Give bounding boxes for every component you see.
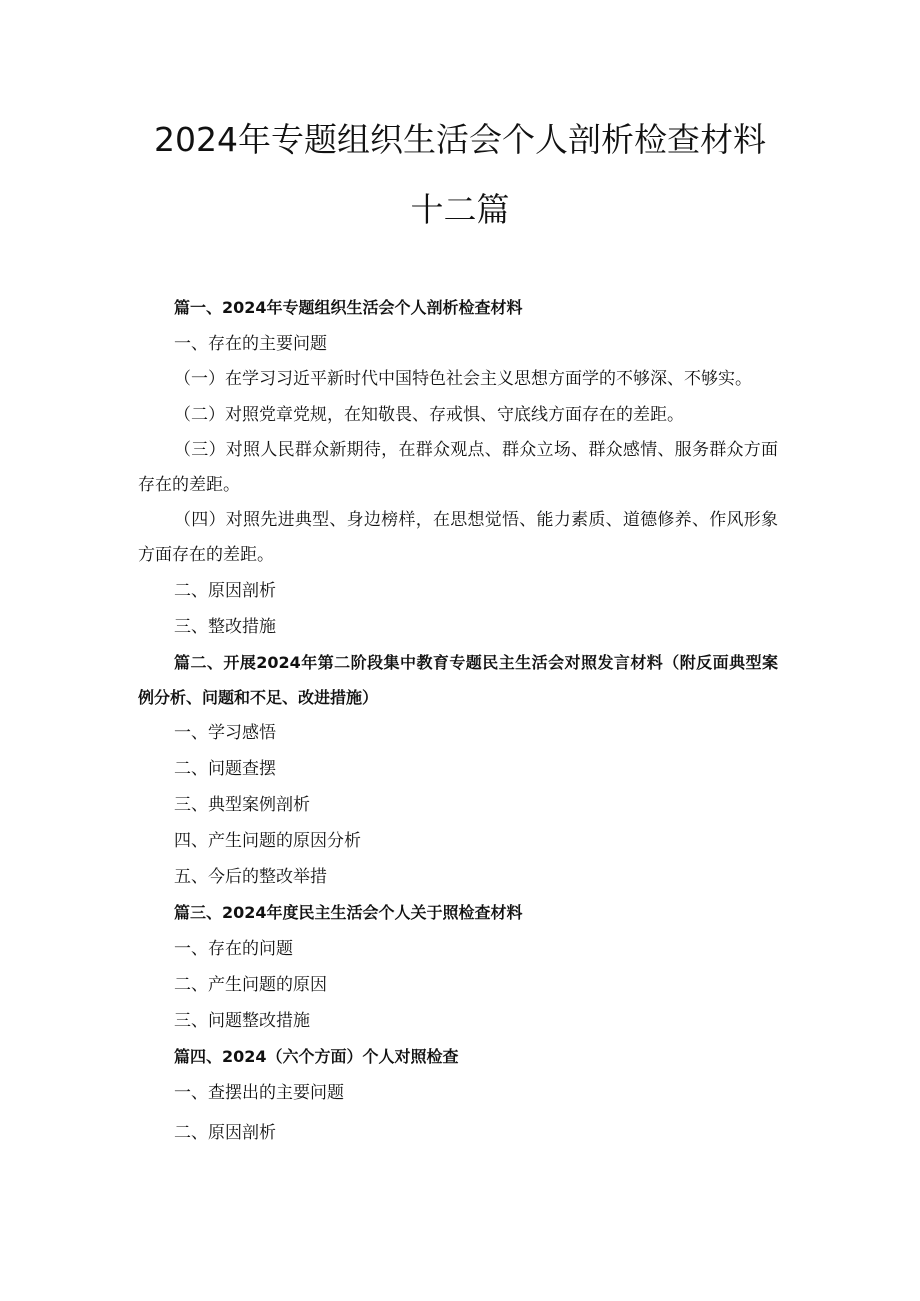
paragraph: 四、产生问题的原因分析 xyxy=(174,831,361,851)
paragraph: 二、原因剖析 xyxy=(174,581,276,601)
paragraph: （四）对照先进典型、身边榜样，在思想觉悟、能力素质、道德修养、作风形象方面存在的差距。 xyxy=(138,510,778,565)
paragraph: 一、查摆出的主要问题 xyxy=(174,1083,344,1103)
section-heading-2: 篇二、开展2024年第二阶段集中教育专题民主生活会对照发言材料（附反面典型案例分析、问题和不足、改进措施） xyxy=(138,653,778,707)
paragraph: 一、存在的主要问题 xyxy=(174,334,327,354)
paragraph: 三、整改措施 xyxy=(174,617,276,637)
paragraph: 二、原因剖析 xyxy=(174,1123,276,1143)
document-body xyxy=(138,290,778,1151)
paragraph: （二）对照党章党规，在知敬畏、存戒惧、守底线方面存在的差距。 xyxy=(174,405,684,425)
paragraph: 五、今后的整改举措 xyxy=(174,867,327,887)
paragraph: （一）在学习习近平新时代中国特色社会主义思想方面学的不够深、不够实。 xyxy=(174,369,752,389)
section-heading-4: 篇四、2024（六个方面）个人对照检查 xyxy=(174,1047,459,1066)
paragraph: 三、问题整改措施 xyxy=(174,1011,310,1031)
section-heading-3: 篇三、2024年度民主生活会个人关于照检查材料 xyxy=(174,903,523,922)
paragraph: 二、问题查摆 xyxy=(174,759,276,779)
document-title-line-1: 2024年专题组织生活会个人剖析检查材料 xyxy=(154,120,766,159)
paragraph: 一、学习感悟 xyxy=(174,723,276,743)
paragraph: （三）对照人民群众新期待，在群众观点、群众立场、群众感情、服务群众方面存在的差距。 xyxy=(138,440,778,495)
paragraph: 二、产生问题的原因 xyxy=(174,975,327,995)
paragraph: 三、典型案例剖析 xyxy=(174,795,310,815)
document-title-line-2: 十二篇 xyxy=(410,190,510,229)
paragraph: 一、存在的问题 xyxy=(174,939,293,959)
section-heading-1: 篇一、2024年专题组织生活会个人剖析检查材料 xyxy=(174,298,523,317)
